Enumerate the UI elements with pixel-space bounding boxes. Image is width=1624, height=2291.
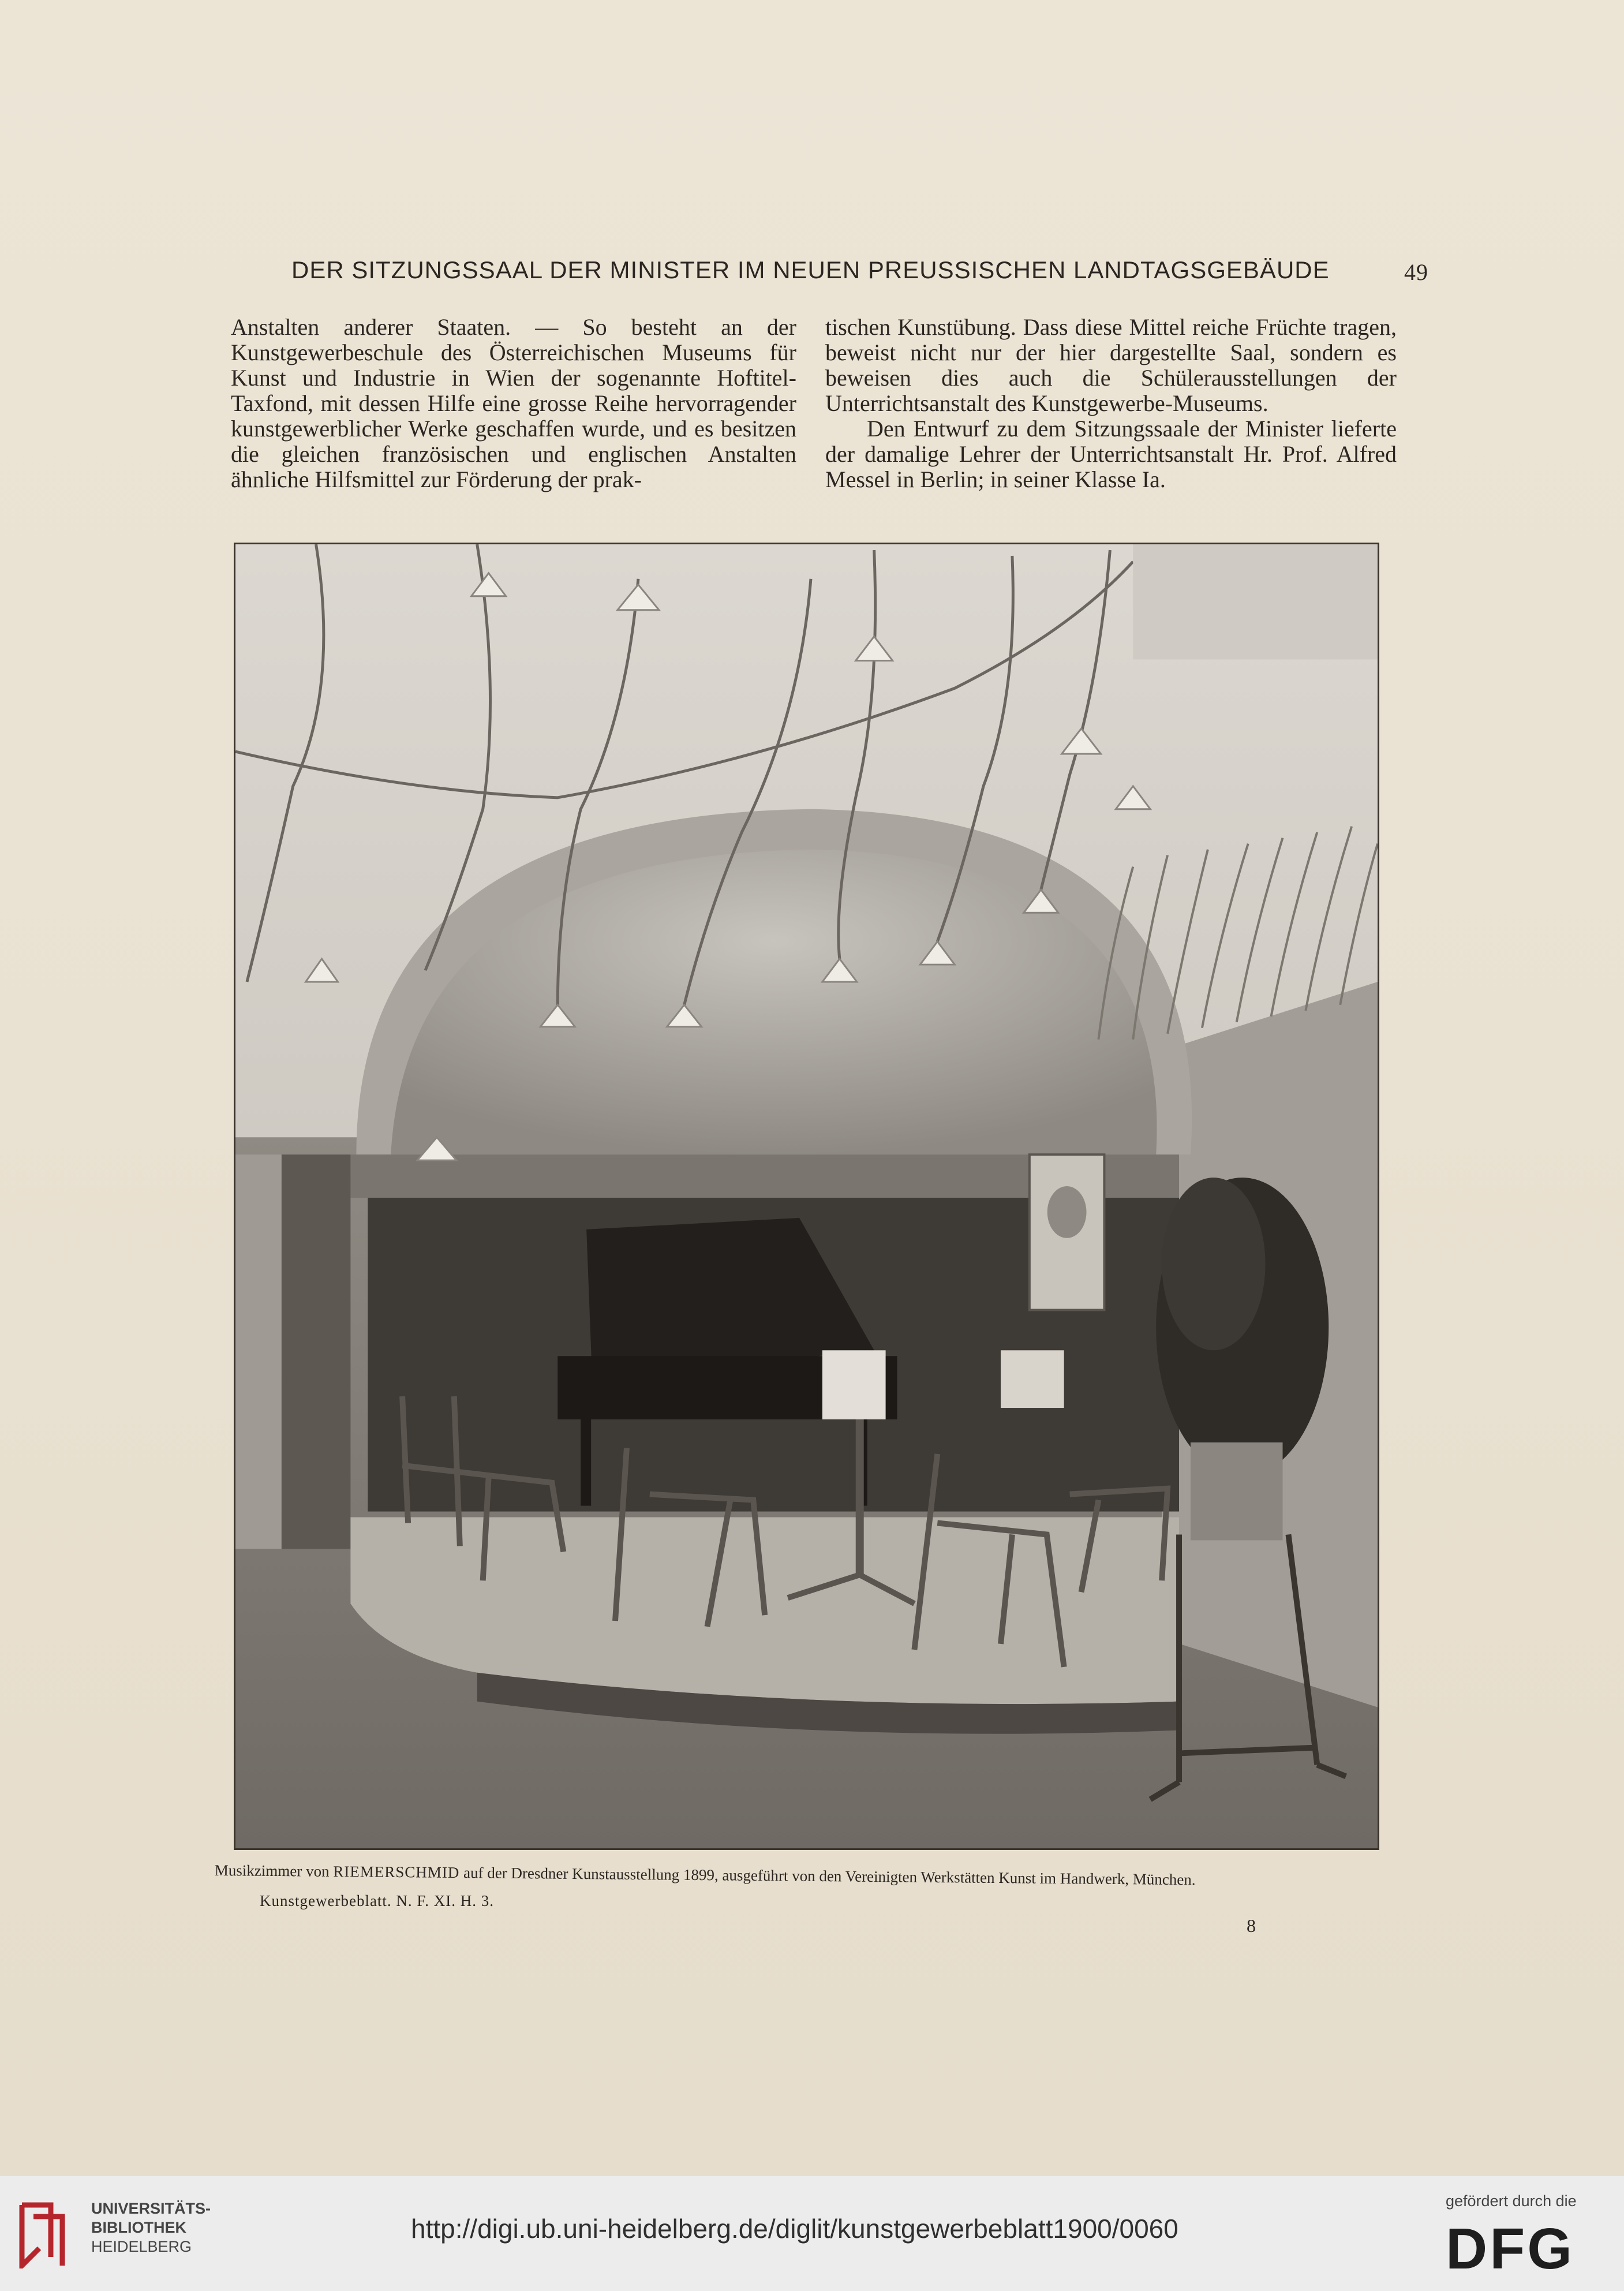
figure-caption	[215, 1860, 1380, 1892]
ub-heidelberg-logo-icon	[16, 2193, 80, 2268]
music-room-illustration	[235, 544, 1378, 1848]
permalink-url[interactable]: http://digi.ub.uni-heidelberg.de/diglit/kunstgewerbeblatt1900/0060	[411, 2214, 1178, 2244]
sheet-signature: 8	[1247, 1915, 1256, 1936]
paragraph-right-2: Den Entwurf zu dem Sitzungssaale der Minister lieferte der damalige Lehrer der Unterrichtsanstalt Hr. Prof. Alfred Messel in Berlin; in seiner Klasse Ia.	[825, 416, 1397, 492]
running-head	[291, 254, 1428, 294]
caption-artist: RIEMERSCHMID	[333, 1862, 460, 1882]
music-room-photograph	[234, 543, 1379, 1850]
text-column-right	[825, 315, 1397, 492]
dfg-logo-icon	[1446, 2221, 1600, 2273]
library-line-2: BIBLIOTHEK	[91, 2219, 186, 2236]
library-line-1: UNIVERSITÄTS-	[91, 2200, 211, 2217]
digitization-footer	[0, 2176, 1624, 2291]
caption-prefix: Musikzimmer von	[214, 1861, 330, 1880]
library-line-3: HEIDELBERG	[91, 2238, 192, 2255]
page-number: 49	[1404, 259, 1428, 285]
text-column-left	[231, 315, 796, 492]
paragraph-right-1: tischen Kunstübung. Dass diese Mittel reiche Früchte tragen, beweist nicht nur der hier dargestellte Saal, sondern es beweisen dies auch die Schülerausstellungen der Unterrichtsanstalt des Kunstgewerbe-Museums.	[825, 314, 1397, 416]
caption-suffix: auf der Dresdner Kunstausstellung 1899, ausgeführt von den Vereinigten Werkstätten Kunst im Handwerk, München.	[463, 1864, 1196, 1889]
dfg-logo-text: DFG	[1446, 2221, 1575, 2273]
journal-reference: Kunstgewerbeblatt. N. F. XI. H. 3.	[260, 1892, 495, 1909]
library-name	[91, 2199, 211, 2256]
paragraph-left: Anstalten anderer Staaten. — So besteht an der Kunstgewerbeschule des Österreichischen Museums für Kunst und Industrie in Wien der sogenannte Hoftitel-Taxfond, mit dessen Hilfe eine grosse Reihe hervorragender kunstgewerblicher Werke geschaffen wurde, und es besitzen die gleichen französischen und englischen Anstalten ähnliche Hilfsmittel zur Förderung der prak-	[231, 314, 796, 492]
running-head-title: DER SITZUNGSSAAL DER MINISTER IM NEUEN PREUSSISCHEN LANDTAGSGEBÄUDE	[291, 256, 1330, 283]
funded-by-label: gefördert durch die	[1446, 2192, 1577, 2210]
